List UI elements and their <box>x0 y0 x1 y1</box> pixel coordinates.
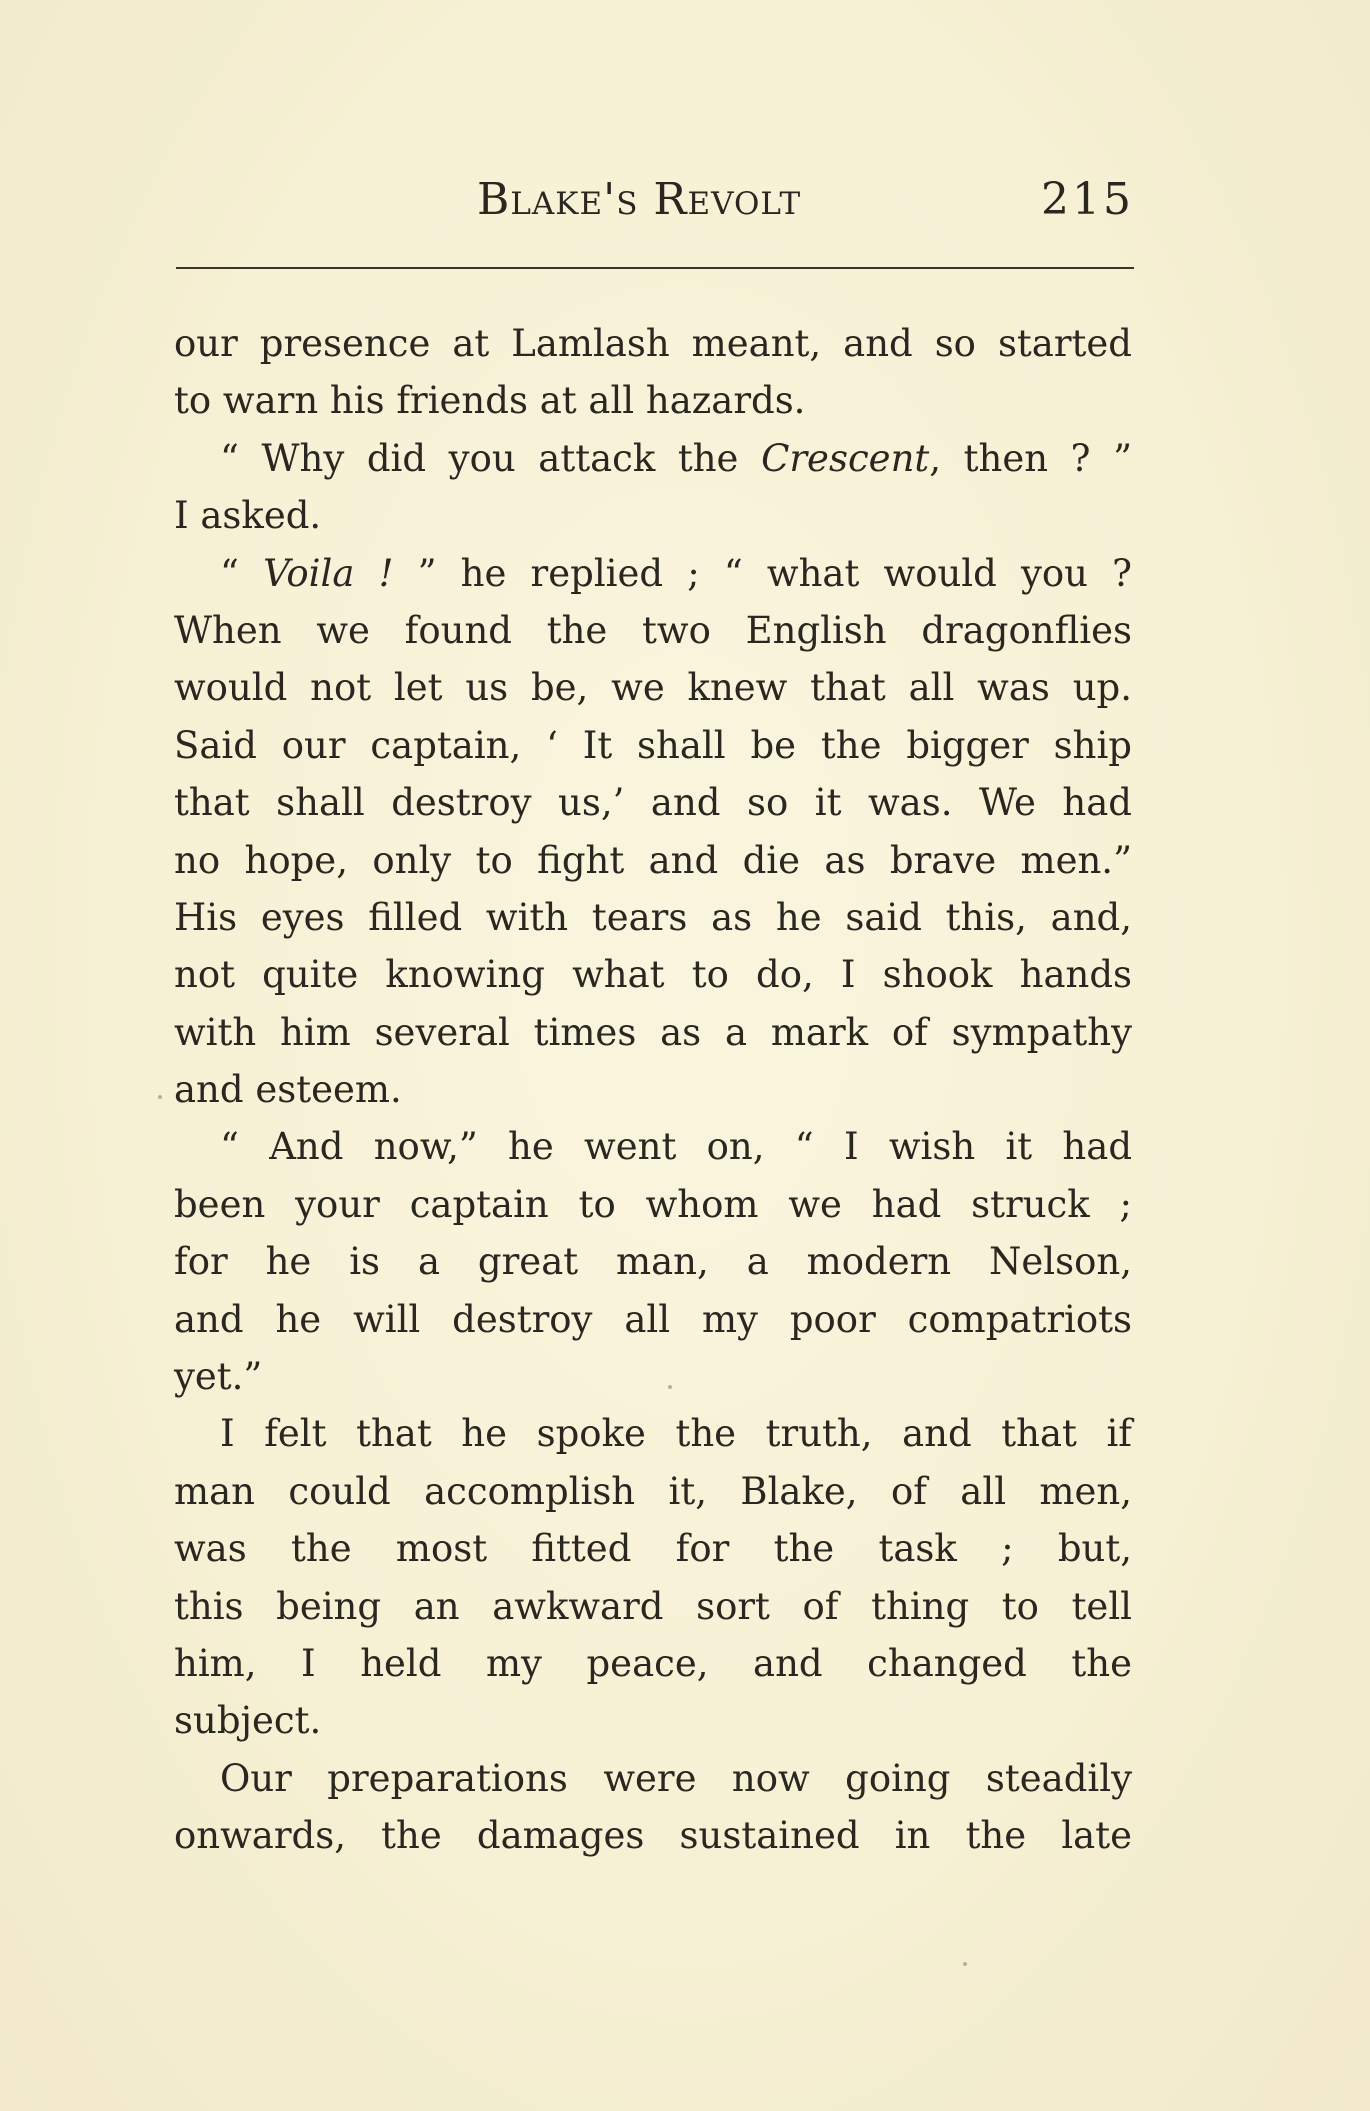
text-line: been your captain to whom we had struck ; <box>174 1182 1132 1226</box>
text-line: “ And now,” he went on, “ I wish it had <box>220 1125 1132 1169</box>
text-line: onwards, the damages sustained in the late <box>174 1814 1132 1858</box>
paper-speck <box>963 1962 967 1966</box>
text-line: would not let us be, we knew that all was up. <box>174 666 1132 710</box>
header-rule <box>176 267 1134 269</box>
text-line: him, I held my peace, and changed the <box>174 1641 1132 1685</box>
text-line: man could accomplish it, Blake, of all men, <box>174 1469 1132 1513</box>
text-line: no hope, only to fight and die as brave men.” <box>174 838 1132 882</box>
text-line: His eyes filled with tears as he said this, and, <box>174 895 1132 939</box>
paper-speck <box>158 1095 162 1099</box>
text-line: subject. <box>174 1699 322 1743</box>
text-line: “ Voila ! ” he replied ; “ what would you ? <box>220 551 1132 595</box>
text-line: and esteem. <box>174 1068 402 1112</box>
text-line: was the most fitted for the task ; but, <box>174 1527 1132 1571</box>
paper-speck <box>668 1385 672 1389</box>
text-line: this being an awkward sort of thing to tell <box>174 1584 1132 1628</box>
text-line: not quite knowing what to do, I shook hands <box>174 953 1132 997</box>
text-line: and he will destroy all my poor compatriots <box>174 1297 1132 1341</box>
running-head <box>176 170 1134 230</box>
text-line: Said our captain, ‘ It shall be the bigger ship <box>174 723 1132 767</box>
running-title: Blake's Revolt <box>477 174 802 225</box>
text-line: yet.” <box>174 1355 263 1399</box>
text-line: I felt that he spoke the truth, and that if <box>220 1412 1132 1456</box>
text-line: our presence at Lamlash meant, and so started <box>174 322 1132 365</box>
text-line: with him several times as a mark of sympathy <box>174 1010 1132 1054</box>
text-line: I asked. <box>174 494 322 538</box>
body-text <box>174 315 1132 1865</box>
text-line: to warn his friends at all hazards. <box>174 379 806 423</box>
text-line: “ Why did you attack the Crescent, then ? ” <box>220 436 1132 480</box>
text-line: When we found the two English dragonflies <box>174 608 1132 652</box>
text-line: Our preparations were now going steadily <box>220 1756 1132 1800</box>
text-line: that shall destroy us,’ and so it was. We had <box>174 781 1132 825</box>
page-number: 215 <box>1041 174 1134 225</box>
text-line: for he is a great man, a modern Nelson, <box>174 1240 1132 1284</box>
